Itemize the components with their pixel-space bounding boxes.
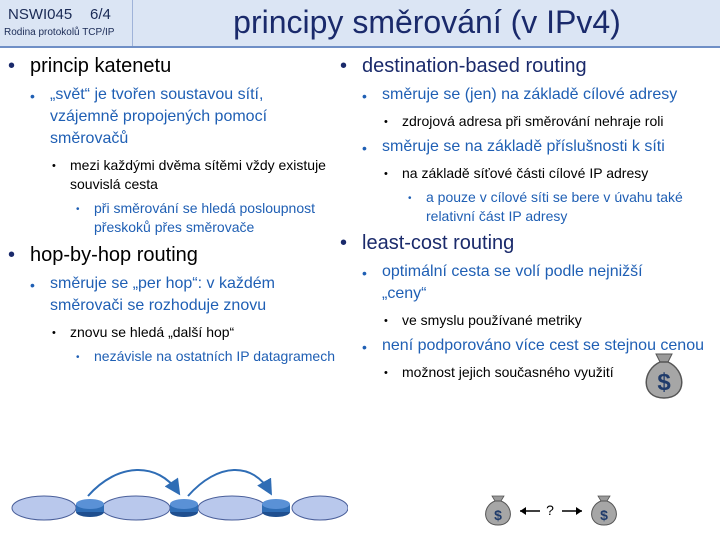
bullet-least: • least-cost routing <box>340 232 515 254</box>
page-number: 6/4 <box>90 6 111 23</box>
bullet-dest-sub1-detail: • zdrojová adresa při směrování nehraje roli <box>384 113 664 129</box>
bullet-hop: • hop-by-hop routing <box>8 244 198 266</box>
router-icon <box>262 499 290 517</box>
bullet-hop-detail: • znovu se hledá „další hop“ <box>52 324 235 340</box>
equal-cost-compare <box>484 494 624 528</box>
bullet-hop-sub: • směruje se „per hop“: v každém směrovači se rozhoduje znovu <box>30 275 275 314</box>
network-hop-diagram <box>8 452 348 532</box>
bullet-dest-sub2-detail: • na základě síťové části cílové IP adresy <box>384 165 649 181</box>
course-name: Rodina protokolů TCP/IP <box>4 27 115 38</box>
hop-arrow-2 <box>188 470 270 496</box>
network-cloud-3 <box>198 496 266 520</box>
network-cloud-1 <box>12 496 76 520</box>
money-bag-small-right-icon <box>592 496 617 525</box>
bullet-katenet-detail-more: • při směrování se hledá posloupnost přeskoků přes směrovače <box>76 200 316 235</box>
network-cloud-2 <box>102 496 170 520</box>
bullet-katenet-detail: • mezi každými dvěma sítěmi vždy existuje souvislá cesta <box>52 157 326 192</box>
bullet-dest-sub1: • směruje se (jen) na základě cílové adresy <box>362 86 678 104</box>
svg-text:$: $ <box>657 369 671 396</box>
left-column <box>8 54 336 371</box>
slide-title: principy směrování (v IPv4) <box>233 4 621 40</box>
hop-arrow-1 <box>88 470 178 496</box>
money-bag-icon <box>636 350 692 402</box>
bullet-katenet-sub: • „svět“ je tvořen soustavou sítí, vzájemně propojených pomocí směrovačů <box>30 86 268 147</box>
router-icon <box>170 499 198 517</box>
money-bag-small-left-icon <box>486 496 511 525</box>
right-column <box>340 54 716 387</box>
router-icon <box>76 499 104 517</box>
svg-text:$: $ <box>600 507 608 523</box>
svg-text:$: $ <box>494 507 502 523</box>
bullet-least-sub2-detail: • možnost jejich současného využití <box>384 364 614 380</box>
bullet-least-sub1-detail: • ve smyslu používané metriky <box>384 312 582 328</box>
bullet-least-sub1: • optimální cesta se volí podle nejnižší „ceny“ <box>362 263 643 302</box>
question-mark: ? <box>546 502 554 518</box>
network-cloud-4 <box>292 496 348 520</box>
bullet-dest-sub2-detail-more: • a pouze v cílové síti se bere v úvahu také relativní část IP adresy <box>408 189 683 224</box>
bullet-hop-detail-more: • nezávisle na ostatních IP datagramech <box>76 348 336 364</box>
course-box <box>0 0 133 46</box>
bullet-dest-sub2: • směruje se na základě příslušnosti k síti <box>362 138 665 156</box>
slide-header <box>0 0 720 48</box>
bullet-katenet: • princip katenetu <box>8 55 172 77</box>
course-code: NSWI045 <box>8 6 73 23</box>
bullet-least-sub2: • není podporováno více cest se stejnou cenou <box>362 337 704 355</box>
bullet-dest: • destination-based routing <box>340 55 587 77</box>
